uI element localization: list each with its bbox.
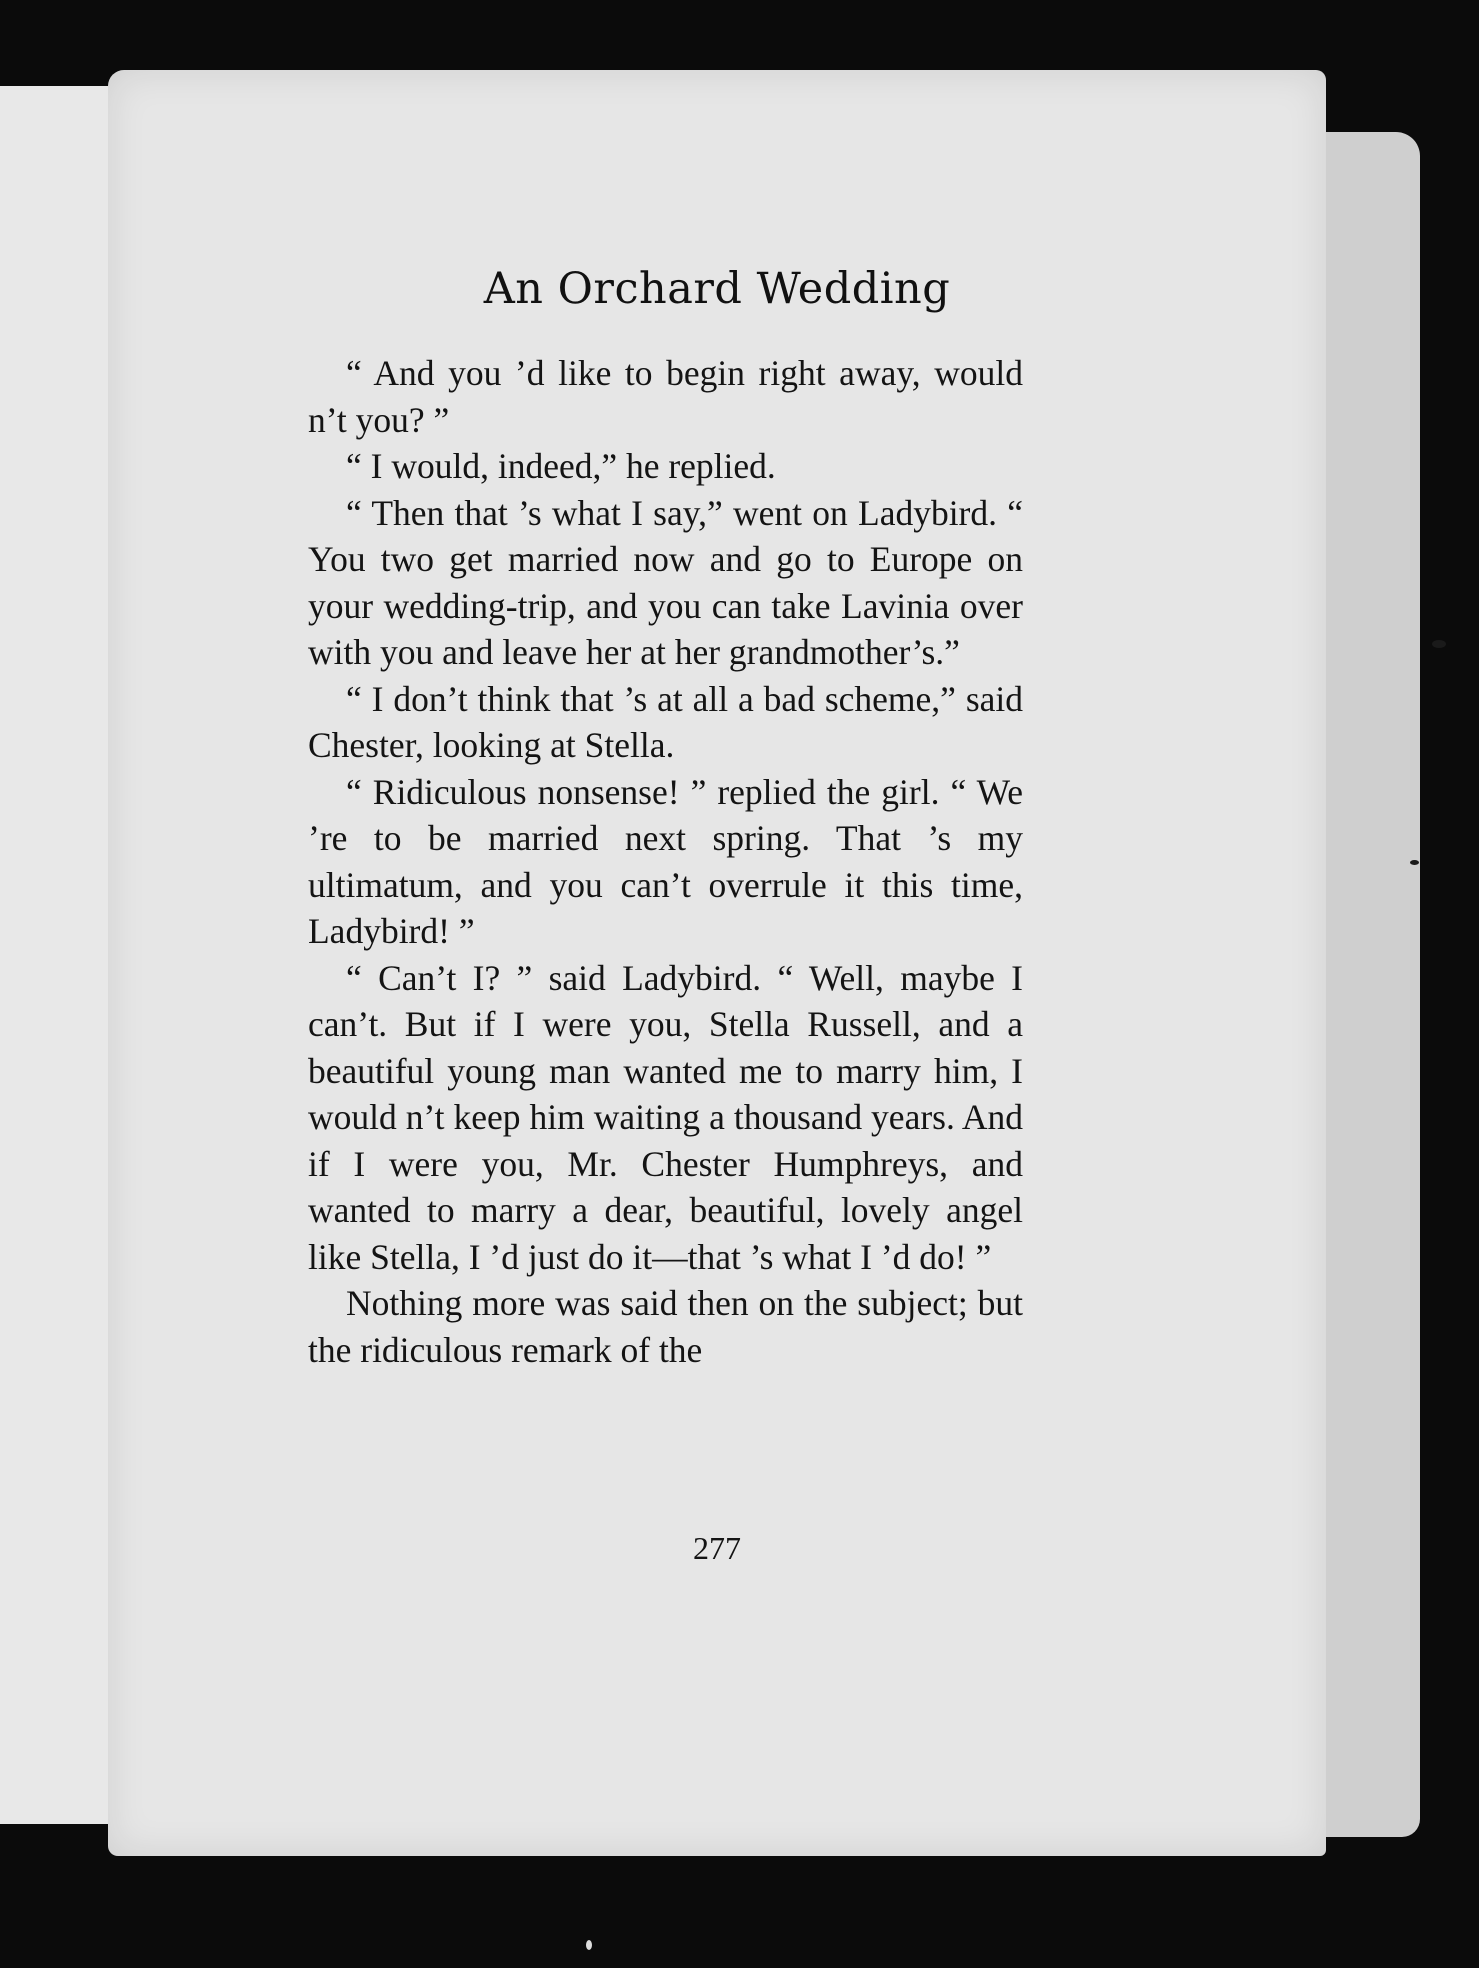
page-number: 277 — [693, 1530, 741, 1566]
scan-speck — [586, 1940, 592, 1950]
scan-speck — [1432, 640, 1446, 648]
body-text — [308, 350, 1023, 1373]
paragraph: “ Ridiculous nonsense! ” replied the girl. “ We ’re to be married next spring. That ’s my ultimatum, and you can’t overrule it this time, Ladybird! ” — [308, 771, 1023, 951]
paragraph: “ I don’t think that ’s at all a bad scheme,” said Chester, looking at Stella. — [308, 678, 1023, 765]
facing-page-edge — [0, 86, 116, 1824]
paragraph: “ And you ’d like to begin right away, would n’t you? ” — [308, 353, 1023, 440]
running-head: An Orchard Wedding — [483, 264, 951, 314]
paragraph: “ Then that ’s what I say,” went on Ladybird. “ You two get married now and go to Europe on your wedding-trip, and you can take Lavinia over with you and leave her at her grandmother’s.” — [308, 492, 1023, 672]
scan-speck — [1410, 860, 1419, 865]
paragraph: “ Can’t I? ” said Ladybird. “ Well, maybe I can’t. But if I were you, Stella Russell, and a beautiful young man wanted me to marry him, I would n’t keep him waiting a thousand years. And if I were you, Mr. Chester Humphreys, and wanted to marry a dear, beautiful, lovely angel like Stella, I ’d just do it—that ’s what I ’d do! ” — [308, 957, 1023, 1277]
book-page — [108, 70, 1326, 1856]
paragraph: Nothing more was said then on the subject; but the ridiculous remark of the — [308, 1283, 1023, 1370]
paragraph: “ I would, indeed,” he replied. — [346, 446, 776, 486]
